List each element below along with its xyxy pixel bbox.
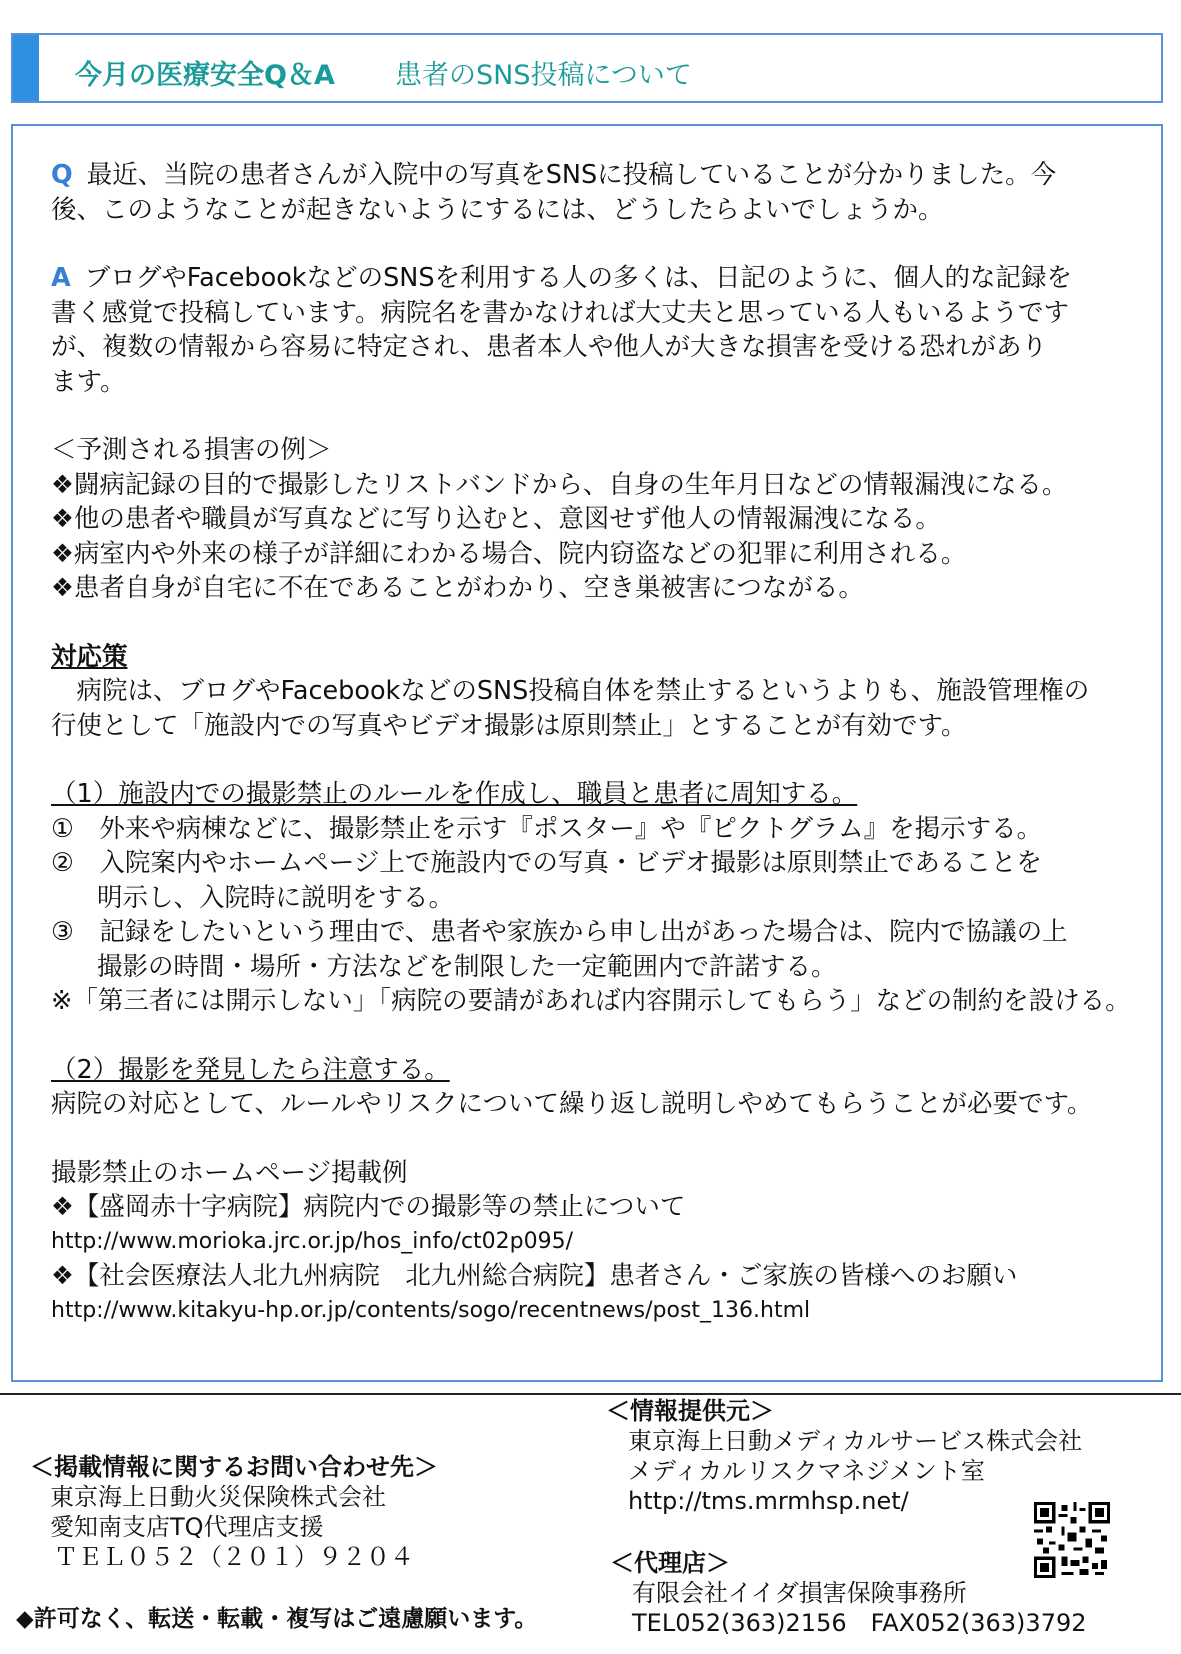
provider-company: 東京海上日動メディカルサービス株式会社: [628, 1427, 1083, 1455]
contact-branch: 愛知南支店TQ代理店支援: [50, 1513, 324, 1541]
rule1-item-continued: 撮影の時間・場所・方法などを制限した一定範囲内で許諾する。: [97, 951, 837, 982]
provider-dept: メディカルリスクマネジメント室: [628, 1457, 985, 1485]
question-marker: Q: [51, 160, 73, 190]
footer-divider: [0, 1393, 1181, 1395]
answer-line-1: A ブログやFacebookなどのSNSを利用する人の多くは、日記のように、個人的な記録を: [51, 263, 1073, 293]
rule1-heading: （1）施設内での撮影禁止のルールを作成し、職員と患者に周知する。: [51, 779, 858, 809]
damage-item: ❖病室内や外来の様子が詳細にわかる場合、院内窃盗などの犯罪に利用される。: [51, 538, 967, 569]
qr-code-icon: [1034, 1502, 1110, 1578]
rule1-item-continued: 明示し、入院時に説明をする。: [97, 882, 455, 913]
header-subtitle: 患者のSNS投稿について: [395, 60, 692, 91]
damage-item: ❖患者自身が自宅に不在であることがわかり、空き巣被害につながる。: [51, 573, 864, 603]
measures-heading: 対応策: [51, 641, 128, 672]
measures-line-1: 病院は、ブログやFacebookなどのSNS投稿自体を禁止するというよりも、施設管理権の: [51, 676, 1090, 706]
answer-marker: A: [51, 263, 71, 293]
damage-item: ❖闘病記録の目的で撮影したリストバンドから、自身の生年月日などの情報漏洩になる。: [51, 469, 1068, 500]
example-link-2[interactable]: http://www.kitakyu-hp.or.jp/contents/sogo/recentnews/post_136.html: [51, 1297, 811, 1323]
example-item-2: ❖【社会医療法人北九州病院 北九州総合病院】患者さん・ご家族の皆様へのお願い: [51, 1261, 1018, 1291]
rule1-item: ① 外来や病棟などに、撮影禁止を示す『ポスター』や『ピクトグラム』を掲示する。: [51, 813, 1043, 844]
rule2-heading: （2）撮影を発見したら注意する。: [51, 1054, 450, 1085]
answer-line-4: ます。: [51, 366, 126, 397]
header-title: 今月の医療安全Q＆A: [75, 60, 335, 91]
qa-content-box: [11, 124, 1163, 1382]
question-line-1: Q 最近、当院の患者さんが入院中の写真をSNSに投稿していることが分かりました。今: [51, 160, 1057, 190]
header-accent-bar: [13, 35, 39, 101]
page-header: [11, 33, 1163, 103]
example-item-1: ❖【盛岡赤十字病院】病院内での撮影等の禁止について: [51, 1192, 686, 1222]
contact-company: 東京海上日動火災保険株式会社: [50, 1483, 386, 1511]
rule1-item: ② 入院案内やホームページ上で施設内での写真・ビデオ撮影は原則禁止であることを: [51, 848, 1042, 878]
damage-heading: ＜予測される損害の例＞: [51, 435, 332, 465]
rule1-note: ※「第三者には開示しない」「病院の要請があれば内容開示してもらう」などの制約を設ける。: [51, 986, 1131, 1016]
provider-heading: ＜情報提供元＞: [606, 1397, 774, 1425]
agent-tel: TEL052(363)2156 FAX052(363)3792: [632, 1609, 1087, 1637]
examples-heading: 撮影禁止のホームページ掲載例: [51, 1157, 408, 1188]
contact-heading: ＜掲載情報に関するお問い合わせ先＞: [30, 1453, 438, 1481]
agent-heading: ＜代理店＞: [610, 1549, 730, 1577]
damage-item: ❖他の患者や職員が写真などに写り込むと、意図せず他人の情報漏洩になる。: [51, 504, 941, 534]
agent-company: 有限会社イイダ損害保険事務所: [632, 1579, 967, 1607]
question-line-2: 後、このようなことが起きないようにするには、どうしたらよいでしょうか。: [51, 194, 944, 225]
provider-url[interactable]: http://tms.mrmhsp.net/: [628, 1487, 909, 1515]
measures-line-2: 行使として「施設内での写真やビデオ撮影は原則禁止」とすることが有効です。: [51, 710, 967, 741]
answer-line-2: 書く感覚で投稿しています。病院名を書かなければ大丈夫と思っている人もいるようです: [51, 297, 1069, 328]
rule1-item: ③ 記録をしたいという理由で、患者や家族から申し出があった場合は、院内で協議の上: [51, 917, 1068, 947]
rule2-text: 病院の対応として、ルールやリスクについて繰り返し説明しやめてもらうことが必要です。: [51, 1089, 1093, 1119]
answer-line-3: が、複数の情報から容易に特定され、患者本人や他人が大きな損害を受ける恐れがあり: [51, 332, 1048, 362]
copy-notice: ◆許可なく、転送・転載・複写はご遠慮願います。: [16, 1606, 538, 1632]
example-link-1[interactable]: http://www.morioka.jrc.or.jp/hos_info/ct02p095/: [51, 1228, 574, 1254]
contact-tel: ＴＥＬ０５２（２０１）９２０４: [54, 1543, 414, 1571]
qa-content: [51, 158, 1141, 1328]
